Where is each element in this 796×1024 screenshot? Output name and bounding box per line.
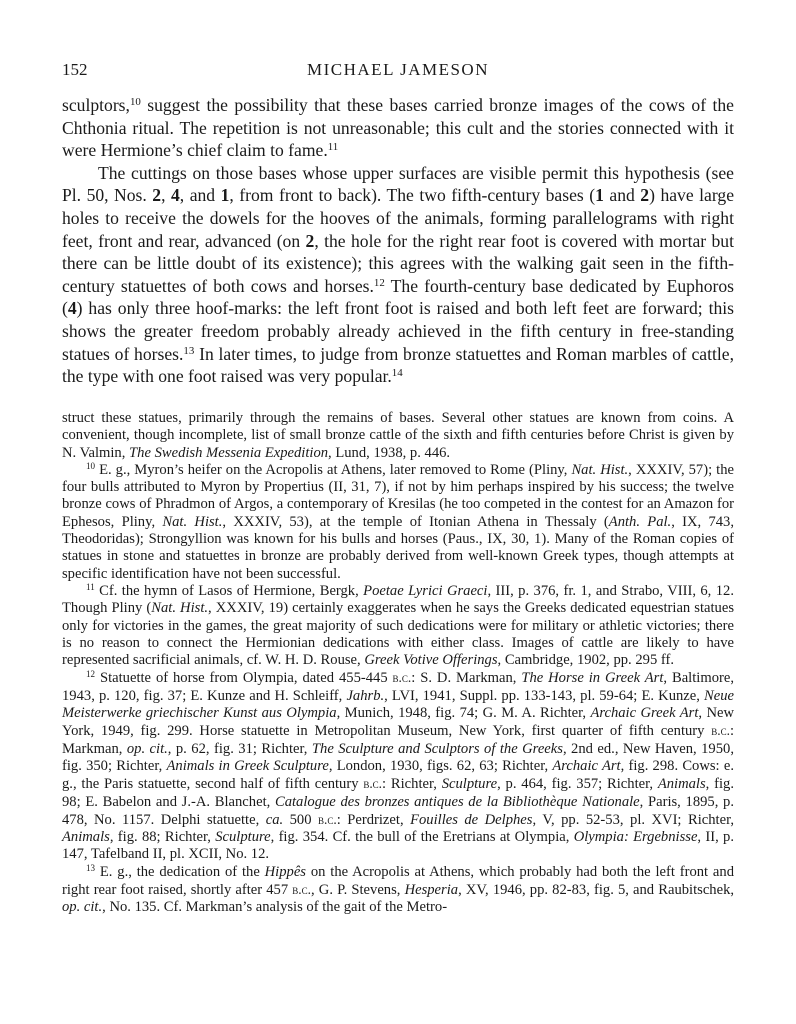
page-number: 152 [62, 60, 88, 79]
main-text [62, 94, 734, 388]
footnote-number: 10 [86, 460, 96, 471]
footnote-number: 12 [86, 669, 96, 680]
paragraph-1: sculptors,$^{10}$ suggest the possibility that these bases carried bronze images of the cows of the Chthonia ritual. The repetition is not unreasonable; this cult and the stories connected with it were Hermione’s chief claim to fame.$^{11}$ [62, 95, 734, 161]
footnote-ref-14[interactable]: 14 [391, 367, 403, 380]
footnote-ref-13[interactable]: 13 [183, 344, 195, 357]
footnote-ref-11[interactable]: 11 [327, 141, 339, 154]
running-title: MICHAEL JAMESON [307, 60, 489, 79]
footnote-continuation: struct these statues, primarily through the remains of bases. Several other statues are known from coins. A convenient, though incomplete, list of small bronze cattle of the sixth and fifth centuries before Christ is given by N. Valmin, The Swedish Messenia Expedition, Lund, 1938, p. 446. [62, 410, 734, 461]
paragraph-2: The cuttings on those bases whose upper surfaces are visible permit this hypothesis (see Pl. 50, Nos. 2, 4, and 1, from front to back). The two fifth-century bases (1 and 2) have large holes to receive the dowels for the hooves of the animals, forming parallelograms with right feet, front and rear, advanced (on 2, the hole for the right rear foot is covered with mortar but there can be little doubt of its existence); this agrees with the walking gait seen in the fifth-century statuettes of both cows and horses.$^{12}$ The fourth-century base dedicated by Euphoros (4) has only three hoof-marks: the left front foot is raised and both left feet are forward; this shows the greater freedom probably already achieved in the fifth century in free-standing statues of horses.$^{13}$ In later times, to judge from bronze statuettes and Roman marbles of cattle, the type with one foot raised was very popular.$^{14}$ [62, 162, 735, 387]
footnote-13: $^{13}$ E. g., the dedication of the Hippês on the Acropolis at Athens, which probably had both the left front and right rear foot raised, shortly after 457 b.c., G. P. Stevens, Hesperia, XV, 1946, pp. 82-83, fig. 5, and Raubitschek, op. cit., No. 135. Cf. Markman’s analysis of the gait of the Metro- [62, 862, 735, 916]
footnote-11: $^{11}$ Cf. the hymn of Lasos of Hermione, Bergk, Poetae Lyrici Graeci, III, p. 376, fr. 1, and Strabo, VIII, 6, 12. Though Pliny (Nat. Hist., XXXIV, 19) certainly exaggerates when he says the Greeks dedicated equestrian statues only for victories in the games, the great majority of such dedications were for military or athletic victories; there is no reason to connect the Hermionian dedications with either class. Images of cattle are likely to have represented sacrificial animals, cf. W. H. D. Rouse, Greek Votive Offerings, Cambridge, 1902, pp. 295 ff. [62, 582, 735, 669]
footnote-ref-12[interactable]: 12 [373, 276, 385, 289]
footnote-10: $^{10}$ E. g., Myron’s heifer on the Acropolis at Athens, later removed to Rome (Pliny, Nat. Hist., XXXIV, 57); the four bulls attributed to Myron by Propertius (II, 31, 7), if not by him perhaps inspired by his success; the twelve bronze cows of Phradmon of Argos, a contemporary of Kresilas (he too competed in the contest for an Amazon for Ephesos, Pliny, Nat. Hist., XXXIV, 53), at the temple of Itonian Athena in Thessaly (Anth. Pal., IX, 743, Theodoridas); Strongyllion was known for his bulls and horses (Paus., IX, 30, 1). Many of the Roman copies of statues in stone and statuettes in bronze are probably derived from well-known Greek types, though attempts at specific identification have not been successful. [62, 460, 735, 582]
footnote-ref-10[interactable]: 10 [129, 96, 141, 108]
footnotes [62, 410, 734, 917]
footnote-12: $^{12}$ Statuette of horse from Olympia, dated 455-445 b.c.: S. D. Markman, The Horse in Greek Art, Baltimore, 1943, p. 120, fig. 37; E. Kunze and H. Schleiff, Jahrb., LVI, 1941, Suppl. pp. 133-143, pl. 59-64; E. Kunze, Neue Meisterwerke griechischer Kunst aus Olympia, Munich, 1948, fig. 74; G. M. A. Richter, Archaic Greek Art, New York, 1949, fig. 299. Horse statuette in Metropolitan Museum, New York, first quarter of fifth century b.c.: Markman, op. cit., p. 62, fig. 31; Richter, The Sculpture and Sculptors of the Greeks, 2nd ed., New Haven, 1950, fig. 350; Richter, Animals in Greek Sculpture, London, 1930, figs. 62, 63; Richter, Archaic Art, fig. 298. Cows: e. g., the Paris statuette, second half of fifth century b.c.: Richter, Sculpture, p. 464, fig. 357; Richter, Animals, fig. 98; E. Babelon and J.-A. Blanchet, Catalogue des bronzes antiques de la Bibliothèque Nationale, Paris, 1895, p. 478, No. 1157. Delphi statuette, ca. 500 b.c.: Perdrizet, Fouilles de Delphes, V, pp. 52-53, pl. XVI; Richter, Animals, fig. 88; Richter, Sculpture, fig. 354. Cf. the bull of the Eretrians at Olympia, Olympia: Ergebnisse, II, p. 147, Tafelband II, pl. XCII, No. 12. [62, 669, 734, 863]
page-header [62, 60, 734, 84]
footnote-number: 11 [86, 582, 95, 592]
footnote-number: 13 [86, 862, 96, 873]
